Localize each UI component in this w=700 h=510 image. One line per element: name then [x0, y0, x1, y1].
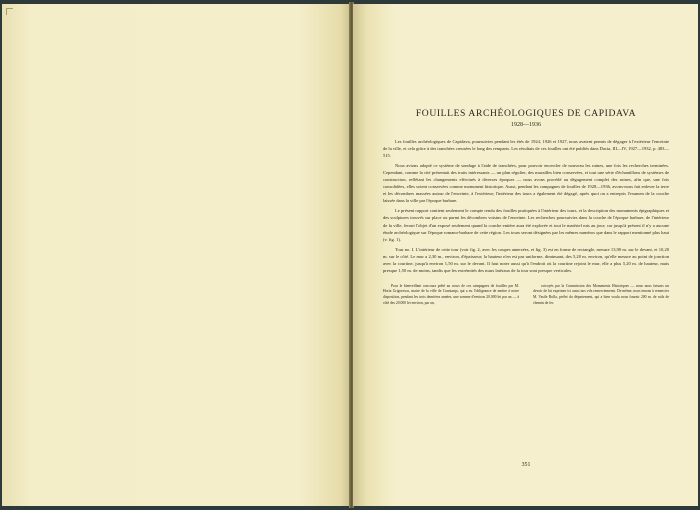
body-paragraph: Tour no. I. L'intérieur de cette tour (voir fig. 2, avec les coupes annexées, et fig. 3) est en forme de rectangle, mesure 13,90 m. sur le devant, et 10,20 m. sur le côté. Le mur a 2,30 m., environ, d'épaisseur; la hauteur n'en est pas uniforme, diminuant, des 5,20 m. environ, qu'elle mesure au point de jonction avec la courtine, jusqu'à environ 1,50 m. sur le devant. Il faut noter aussi qu'à l'endroit où la courtine rejoint le mur, elle a plus 5,20 m. de hauteur, mais presque 1,50 m. de moins, tandis que les extrémités des murs latéraux de la tour sont presque verticales. — [383, 246, 669, 273]
footnotes — [383, 284, 669, 306]
body-paragraph: Nous avions adopté ce système de sondage à l'aide de tranchées, pour pouvoir encercler de nouveau les ruines, une fois les recherches terminées. Cependant, comme la cité présentait des traits intéressants — un plan régulier, des murailles bien conservées, et tout une série d'échantillons de systèmes de construction, reflétant les changements effectués à diverses époques — nous avons procédé au dégagement complet des ruines, afin que, une fois consolidées, elles soient conservées comme monument historique. Aussi, pendant les campagnes de fouilles de 1928—1936, avons-nous fait enlever la terre et les décombres massées autour de l'enceinte, à l'extérieur; l'intérieur des tours a également été dégagé, après quoi on a entrepris l'examen de la couche laissée dans la ville par l'époque barbare. — [383, 163, 669, 204]
page-title: FOUILLES ARCHÉOLOGIQUES DE CAPIDAVA — [415, 108, 637, 119]
footnote-text: Pour le bienveillant concours prêté au cours de ces campagnes de fouilles par M. Horia Grigorescu, maire de la ville de Constanţa, qui a eu l'obligeance de mettre à notre disposition, pendant les trois dernières années, une somme d'environ 20.000 lei par an — à côté des 20.000 lei environ, par an, — [383, 283, 519, 305]
corner-mark — [6, 8, 13, 15]
footnote-column-right — [533, 284, 669, 306]
page-dates: 1928—1936 — [511, 122, 541, 128]
left-page — [2, 4, 351, 506]
footnote-column-left — [383, 284, 519, 306]
page-number: 351 — [521, 462, 531, 468]
footnote-text: octroyés par la Commission des Monuments Historiques — nous nous faisons un devoir de lui exprimer ici aussi nos vifs remerciements. De même, nous tenons à remercier M. Vasile Bolla, préfet du département, qui a bien voulu nous fournir 200 m. de rails de chemin de fer. — [533, 283, 669, 305]
body-paragraph: Le présent rapport contient seulement le compte rendu des fouilles pratiquées à l'intérieur des tours, et la description des monuments épigraphiques et des sculptures trouvés sur place ou parmi les décombres voisins de l'enceinte. Les recherches poursuivies dans la couche de l'époque barbare, de l'intérieur de la ville, feront l'objet d'un exposé seulement quand la couche entière aura été explorée et tout le matériel mis au jour; car jusqu'à présent il n'y a aucune étude archéologique sur l'époque romano-barbare de cette région. Les tours seront désignées par les mêmes numéros que dans le rapport mentionné plus haut (v. fig. 1). — [383, 208, 669, 242]
page-content — [383, 108, 669, 306]
body-paragraph: Les fouilles archéologiques de Capidava, poursuivies pendant les étés de 1924, 1926 et 1927, nous avaient permis de dégager à l'extérieur l'enceinte de la ville, et cela grâce à des tranchées creusées le long des remparts. Les résultats de ces fouilles ont été publiés dans Dacia, III—IV, 1927—1932, p. 483—515. — [383, 139, 669, 159]
